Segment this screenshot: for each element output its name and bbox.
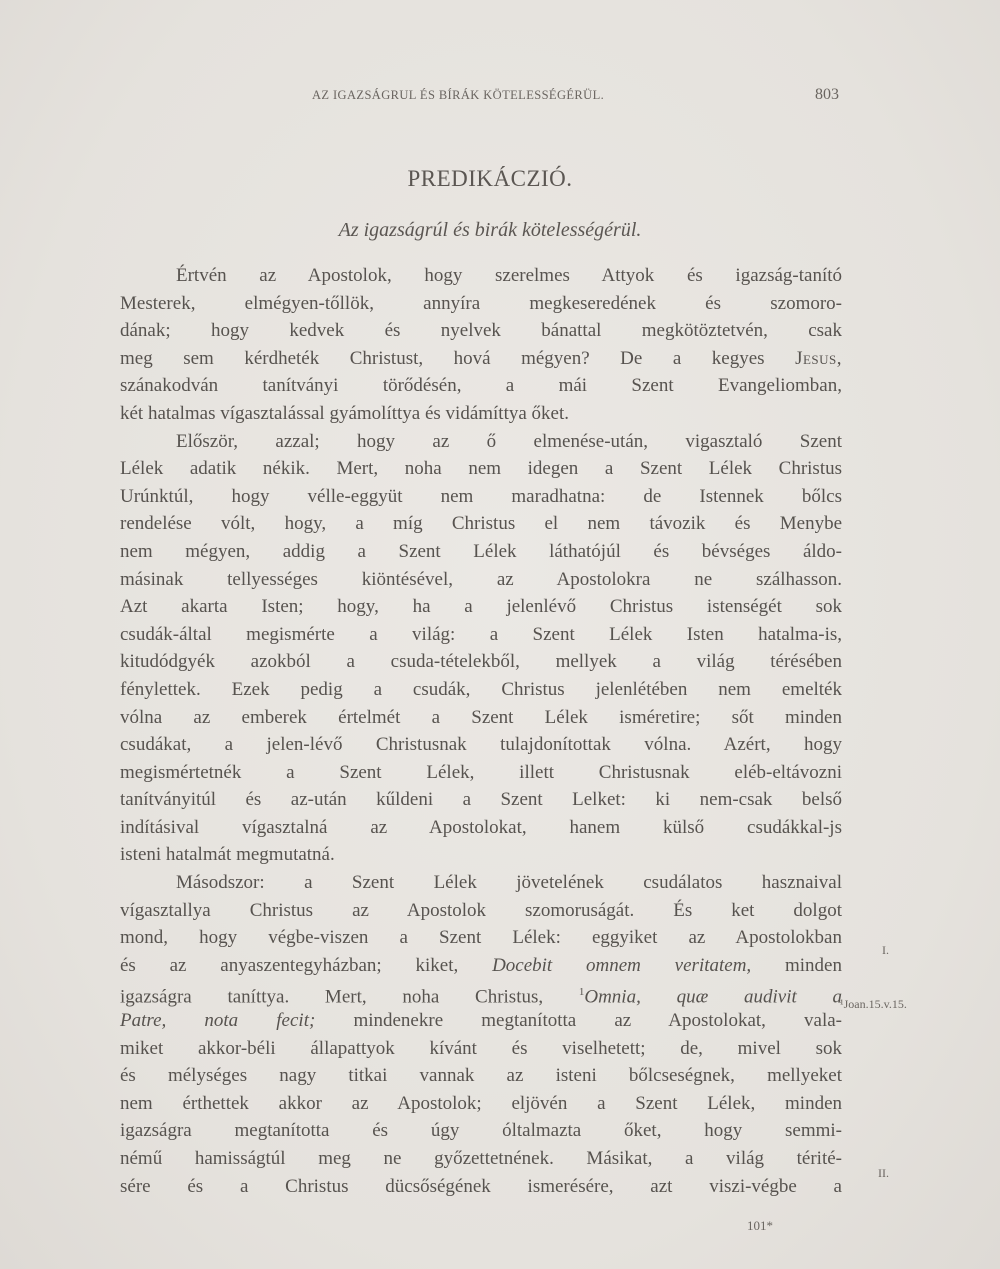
text-segment: mindenekre megtanította az Apostolokat, vala- xyxy=(353,1010,842,1032)
text-line: vólna az emberek értelmét a Szent Lélek isméretire; sőt minden xyxy=(120,706,842,728)
text-line: Urúnktúl, hogy vélle-eggyüt nem maradhatna: de Istennek bőlcs xyxy=(120,485,842,507)
latin-quote: Omnia, quæ audivit a xyxy=(584,986,842,1008)
text-line: és mélységes nagy titkai vannak az isteni bőlcseségnek, mellyeket xyxy=(120,1065,842,1087)
text-line xyxy=(120,1007,842,1035)
text-line: némű hamisságtúl meg ne győzettetnének. Másikat, a világ térité- xyxy=(120,1148,842,1169)
text-line: Értvén az Apostolok, hogy szerelmes Attyok és igazság-tanító xyxy=(176,265,842,286)
text-line: két hatalmas vígasztalással gyámolíttya és vidámíttya őket. xyxy=(120,402,570,424)
text-line: tanítványitúl és az-után kűldeni a Szent Lelket: ki nem-csak belső xyxy=(120,789,842,811)
jesus-small-caps: Jesus, xyxy=(795,347,842,369)
text-line: Másodszor: a Szent Lélek jövetelének csudálatos hasznaival xyxy=(176,872,842,894)
text-line xyxy=(120,979,842,1007)
text-segment: meg sem kérdheték Christust, hová mégyen? De a kegyes xyxy=(120,347,796,369)
sermon-subtitle: Az igazságrúl és birák kötelességérül. xyxy=(338,219,642,241)
margin-note-reference: ¹Joan.15.v.15. xyxy=(840,997,907,1011)
text-line: Először, azzal; hogy az ő elmenése-után, vigasztaló Szent xyxy=(176,430,842,452)
text-line: fénylettek. Ezek pedig a csudák, Christus jelenlétében nem emelték xyxy=(120,678,842,700)
text-line: Azt akarta Isten; hogy, ha a jelenlévő Christus istenségét sok xyxy=(120,596,842,618)
text-line: sére és a Christus dücsőségének ismerésére, azt viszi-végbe a xyxy=(120,1175,842,1197)
text-line xyxy=(120,952,842,980)
latin-quote: Patre, nota fecit; xyxy=(120,1010,316,1032)
running-head: AZ IGAZSÁGRUL ÉS BÍRÁK KÖTELESSÉGÉRÜL. xyxy=(312,88,605,102)
text-line: indításival vígasztalná az Apostolokat, hanem külső csudákkal-js xyxy=(120,816,842,838)
text-segment: igazságra taníttya. Mert, noha Christus, xyxy=(120,986,579,1008)
text-line: szánakodván tanítványi törődésén, a mái Szent Evangeliomban, xyxy=(120,375,842,397)
body-text xyxy=(120,262,842,1200)
margin-note-roman-1: I. xyxy=(882,943,889,957)
text-line: kitudódgyék azokból a csuda-tételekből, mellyek a világ térésében xyxy=(120,651,842,673)
text-line: dának; hogy kedvek és nyelvek bánattal megkötöztetvén, csak xyxy=(120,320,842,342)
text-line: isteni hatalmát megmutatná. xyxy=(120,844,335,866)
latin-quote: Docebit omnem veritatem, xyxy=(492,954,752,976)
sermon-title: PREDIKÁCZIÓ. xyxy=(407,166,573,191)
page-number: 803 xyxy=(815,86,839,103)
margin-note-roman-2: II. xyxy=(878,1166,889,1180)
text-line: megismértetnék a Szent Lélek, illett Christusnak eléb-eltávozni xyxy=(120,761,842,783)
text-line: miket akkor-béli állapattyok kívánt és viselhetett; de, mivel sok xyxy=(120,1037,842,1059)
text-line: Lélek adatik nékik. Mert, noha nem idegen a Szent Lélek Christus xyxy=(120,458,842,480)
footnote-marker: 1 xyxy=(578,986,585,999)
text-line xyxy=(120,345,842,373)
text-line: csudák-által megismérte a világ: a Szent Lélek Isten hatalma-is, xyxy=(120,623,842,645)
text-line: másinak tellyességes kiöntésével, az Apostolokra ne szálhasson. xyxy=(120,568,842,590)
text-line: csudákat, a jelen-lévő Christusnak tulajdonítottak vólna. Azért, hogy xyxy=(120,734,842,756)
text-line: vígasztallya Christus az Apostolok szomoruságát. És ket dolgot xyxy=(120,899,842,921)
text-line: Mesterek, elmégyen-tőllök, annyíra megkeseredének és szomoro- xyxy=(120,292,842,314)
text-line: nem érthettek akkor az Apostolok; eljövén a Szent Lélek, minden xyxy=(120,1092,842,1114)
text-line: rendelése vólt, hogy, a míg Christus el nem távozik és Menybe xyxy=(120,513,842,535)
text-segment: és az anyaszentegyházban; kiket, xyxy=(120,954,493,976)
text-segment: minden xyxy=(751,954,842,976)
text-line: mond, hogy végbe-viszen a Szent Lélek: eggyiket az Apostolokban xyxy=(120,927,842,949)
text-line: nem mégyen, addig a Szent Lélek láthatójúl és bévséges áldo- xyxy=(120,540,842,562)
text-line: igazságra megtanította és úgy óltalmazta őket, hogy semmi- xyxy=(120,1120,842,1142)
signature-mark: 101* xyxy=(747,1218,773,1233)
